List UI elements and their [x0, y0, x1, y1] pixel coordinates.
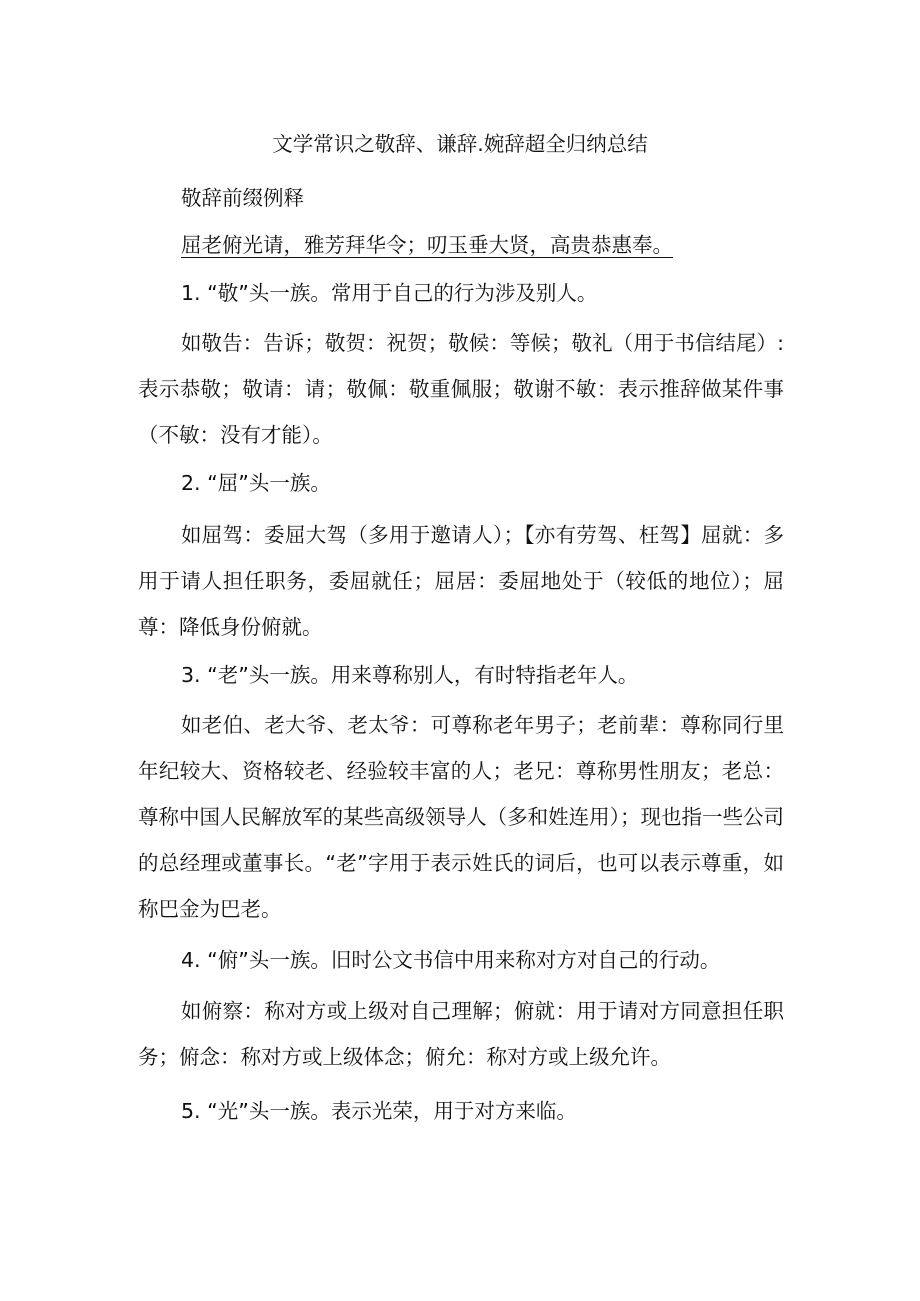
section-body-3: 如老伯、老大爷、老太爷：可尊称老年男子；老前辈：尊称同行里年纪较大、资格较老、经验较丰富的人；老兄：尊称男性朋友；老总：尊称中国人民解放军的某些高级领导人（多和姓连用）；现也指一些公司的总经理或董事长。“老”字用于表示姓氏的词后，也可以表示尊重，如称巴金为巴老。 [138, 713, 784, 921]
section-body-1: 如敬告：告诉；敬贺：祝贺；敬候：等候；敬礼（用于书信结尾）:表示恭敬；敬请：请；敬佩：敬重佩服；敬谢不敏：表示推辞做某件事（不敏：没有才能）。 [138, 331, 784, 447]
mnemonic-line: 屈老俯光请，雅芳拜华令；叨玉垂大贤，高贵恭惠奉。 [181, 233, 673, 257]
section-heading-4: 4. “俯”头一族。旧时公文书信中用来称对方对自己的行动。 [181, 948, 721, 972]
section-heading-5: 5. “光”头一族。表示光荣，用于对方来临。 [181, 1099, 577, 1123]
section-subheading: 敬辞前缀例释 [181, 186, 304, 210]
section-heading-1: 1. “敬”头一族。常用于自己的行为涉及别人。 [181, 281, 598, 305]
section-heading-2: 2. “屈”头一族。 [181, 471, 331, 495]
section-body-2: 如屈驾：委屈大驾（多用于邀请人）；【亦有劳驾、枉驾】屈就：多用于请人担任职务，委屈就任；屈居：委屈地处于（较低的地位）；屈尊：降低身份俯就。 [138, 523, 784, 639]
document-title: 文学常识之敬辞、谦辞.婉辞超全归纳总结 [272, 132, 648, 156]
section-heading-3: 3. “老”头一族。用来尊称别人，有时特指老年人。 [181, 663, 639, 687]
section-body-4: 如俯察：称对方或上级对自己理解；俯就：用于请对方同意担任职务；俯念：称对方或上级体念；俯允：称对方或上级允许。 [138, 999, 784, 1069]
